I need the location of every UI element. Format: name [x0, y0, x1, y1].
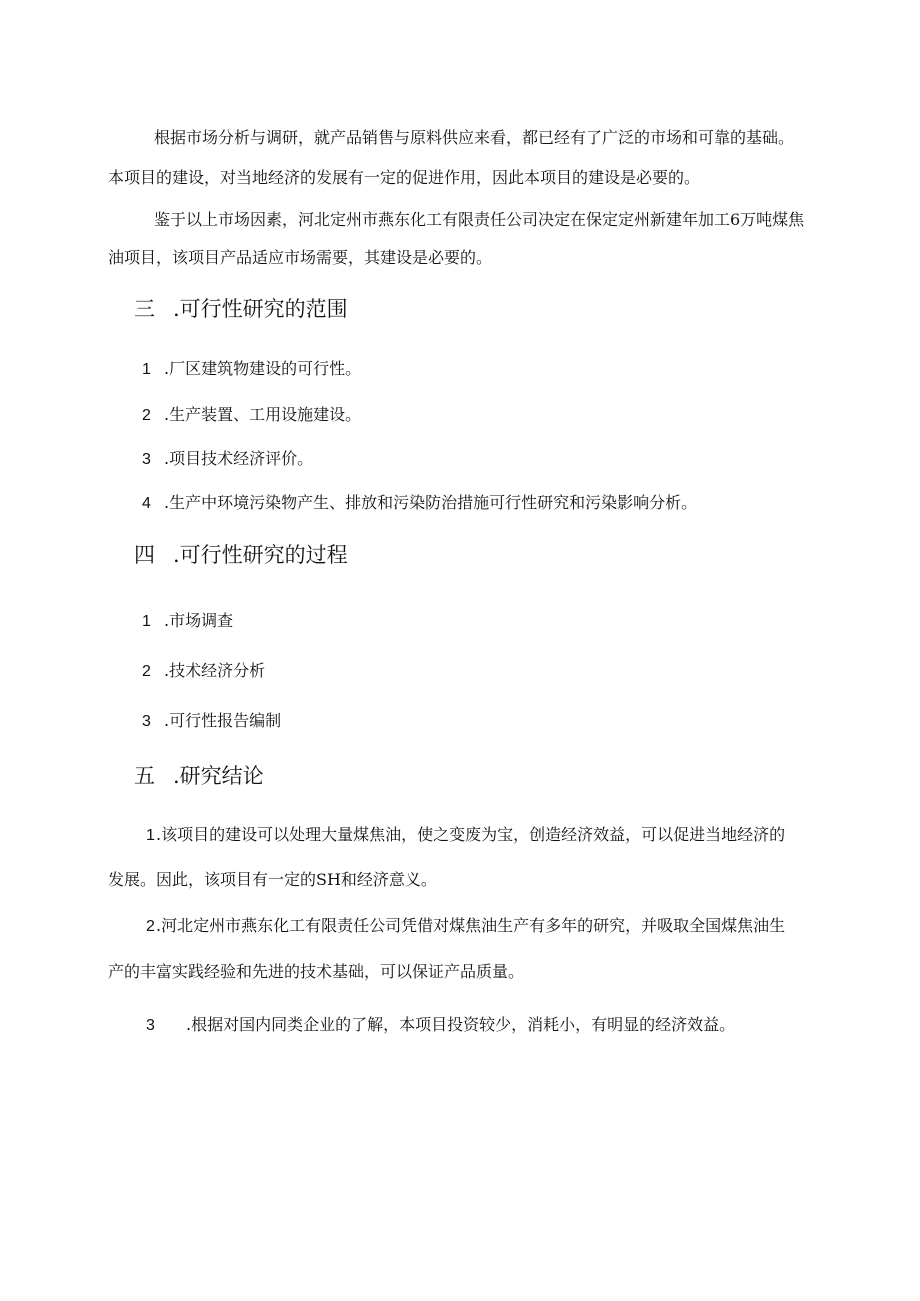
list-item [142, 611, 233, 632]
list-item-text: .河北定州市燕东化工有限责任公司凭借对煤焦油生产有多年的研究，并吸取全国煤焦油生 [156, 916, 786, 935]
list-item-number: 2 [146, 918, 155, 935]
section-heading-conclusion [134, 763, 264, 789]
list-item-text: .可行性报告编制 [164, 711, 282, 730]
conclusion-item-3 [146, 1015, 735, 1036]
conclusion-item-1-line-2: 发展。因此，该项目有一定的SH和经济意义。 [108, 870, 437, 889]
list-item-number: 4 [142, 495, 151, 512]
list-item-number: 2 [142, 407, 151, 424]
intro-paragraph-1-line-2: 本项目的建设，对当地经济的发展有一定的促进作用，因此本项目的建设是必要的。 [108, 168, 701, 187]
section-title: .研究结论 [173, 764, 264, 788]
section-heading-process [134, 542, 348, 568]
list-item-text: .生产装置、工用设施建设。 [164, 405, 362, 424]
list-item-number: 1 [142, 361, 151, 378]
section-title: .可行性研究的过程 [173, 543, 348, 567]
list-item-text: .项目技术经济评价。 [164, 449, 314, 468]
section-number: 五 [134, 764, 155, 788]
list-item-text: .该项目的建设可以处理大量煤焦油，使之变废为宝，创造经济效益，可以促进当地经济的 [156, 825, 786, 844]
list-item [142, 359, 361, 380]
list-item-text: .根据对国内同类企业的了解，本项目投资较少，消耗小，有明显的经济效益。 [186, 1015, 736, 1034]
list-item [142, 493, 697, 514]
conclusion-item-1-line-1 [146, 825, 785, 846]
list-item-text: .厂区建筑物建设的可行性。 [164, 359, 362, 378]
list-item-number: 2 [142, 663, 151, 680]
list-item-number: 1 [142, 613, 151, 630]
list-item-text: .技术经济分析 [164, 661, 266, 680]
list-item [142, 661, 265, 682]
conclusion-item-2-line-1 [146, 916, 785, 937]
list-item-number: 3 [146, 1017, 155, 1034]
list-item-text: .市场调查 [164, 611, 234, 630]
section-heading-scope [134, 296, 348, 322]
list-item [142, 405, 361, 426]
list-item [142, 711, 281, 732]
list-item [142, 449, 313, 470]
list-item-number: 1 [146, 827, 155, 844]
list-item-number: 3 [142, 451, 151, 468]
conclusion-item-2-line-2: 产的丰富实践经验和先进的技术基础，可以保证产品质量。 [108, 962, 525, 981]
section-number: 四 [134, 543, 155, 567]
section-title: .可行性研究的范围 [173, 297, 348, 321]
list-item-number: 3 [142, 713, 151, 730]
section-number: 三 [134, 297, 155, 321]
intro-paragraph-2-line-2: 油项目，该项目产品适应市场需要，其建设是必要的。 [108, 248, 493, 267]
intro-paragraph-2-line-1: 鉴于以上市场因素，河北定州市燕东化工有限责任公司决定在保定定州新建年加工6万吨煤焦 [154, 210, 805, 229]
list-item-text: .生产中环境污染物产生、排放和污染防治措施可行性研究和污染影响分析。 [164, 493, 698, 512]
intro-paragraph-1-line-1: 根据市场分析与调研，就产品销售与原料供应来看，都已经有了广泛的市场和可靠的基础。 [154, 128, 795, 147]
